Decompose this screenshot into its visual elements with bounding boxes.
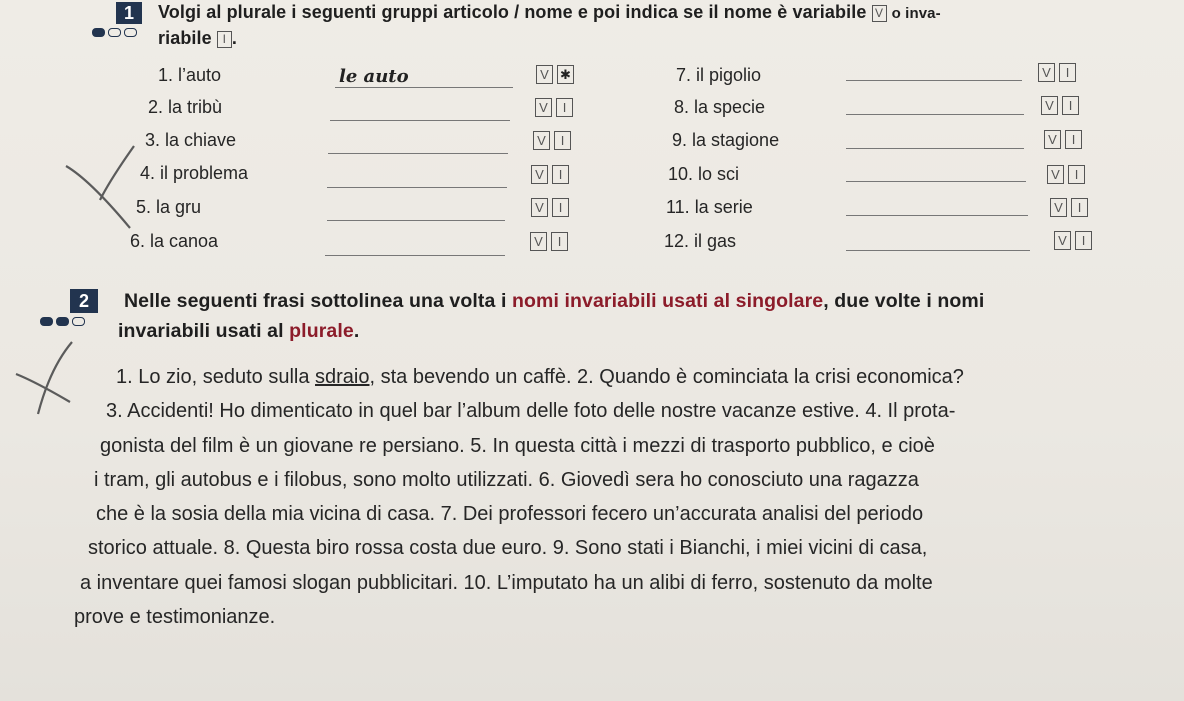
vi-checkbox-pair <box>1050 198 1088 217</box>
pencil-check-mark-icon <box>60 140 140 235</box>
difficulty-dots-2 <box>40 317 85 326</box>
vi-checkbox-pair <box>531 165 569 184</box>
list-item: 12. il gas <box>664 231 737 251</box>
vi-checkbox-pair <box>1054 231 1092 250</box>
i-checkbox[interactable]: I <box>551 232 568 251</box>
list-item: 6. la canoa <box>130 231 219 251</box>
i-checkbox[interactable]: I <box>552 198 569 217</box>
vi-checkbox-pair <box>533 131 571 150</box>
instruction-highlight: plurale <box>289 320 354 342</box>
sentence-line <box>72 497 1182 531</box>
exercise-2-sentences <box>72 360 1182 634</box>
pencil-check-mark-icon <box>10 338 80 418</box>
sentence-text: che è la sosia della mia vicina di casa. 7. Dei professori fecero un’accurata analisi del periodo <box>96 503 924 526</box>
list-item: 2. la tribù <box>148 97 223 117</box>
answer-blank[interactable] <box>846 230 1030 251</box>
v-checkbox[interactable]: V <box>1047 165 1064 184</box>
sentence-line <box>72 600 1182 634</box>
i-checkbox[interactable]: I <box>1062 96 1079 115</box>
answer-blank[interactable] <box>327 200 505 221</box>
answer-blank[interactable] <box>846 94 1024 115</box>
sentence-text: a inventare quei famosi slogan pubblicitari. 10. L’imputato ha un alibi di ferro, sostenuto da molte <box>80 571 933 594</box>
v-checkbox[interactable]: V <box>531 198 548 217</box>
list-item: 7. il pigolio <box>676 65 762 85</box>
i-checkbox[interactable]: ✱ <box>557 65 574 84</box>
v-checkbox[interactable]: V <box>1041 96 1058 115</box>
answer-blank[interactable] <box>846 161 1026 182</box>
answer-blank[interactable] <box>327 167 507 188</box>
list-item: 3. la chiave <box>145 130 237 150</box>
list-item: 10. lo sci <box>668 164 740 184</box>
i-checkbox[interactable]: I <box>1071 198 1088 217</box>
v-checkbox[interactable]: V <box>1038 63 1055 82</box>
exercise-2-instruction <box>124 290 1184 313</box>
vi-checkbox-pair <box>1047 165 1085 184</box>
difficulty-dot <box>124 28 137 37</box>
underlined-word[interactable]: sdraio <box>315 366 370 388</box>
sentence-line <box>72 463 1182 497</box>
answer-blank[interactable] <box>328 133 508 154</box>
v-checkbox[interactable]: V <box>535 98 552 117</box>
list-item: 11. la serie <box>666 197 753 217</box>
instruction-text: Nelle seguenti frasi sottolinea una volta i <box>124 290 512 312</box>
i-checkbox[interactable]: I <box>554 131 571 150</box>
v-checkbox[interactable]: V <box>1050 198 1067 217</box>
instruction-text: invariabili usati al <box>118 320 290 342</box>
list-item: 5. la gru <box>136 197 202 217</box>
difficulty-dot <box>72 317 85 326</box>
sentence-text: 3. Accidenti! Ho dimenticato in quel bar l’album delle foto delle nostre vacanze estive. 4. Il prota- <box>106 400 956 423</box>
v-checkbox[interactable]: V <box>530 232 547 251</box>
instruction-highlight: nomi invariabili usati al singolare <box>512 290 824 312</box>
instruction-text: o inva- <box>891 5 941 22</box>
instruction-text: , due volte i nomi <box>823 290 985 312</box>
i-checkbox[interactable]: I <box>556 98 573 117</box>
exercise-2-instruction-cont <box>118 320 359 343</box>
vi-checkbox-pair <box>1044 130 1082 149</box>
answer-blank[interactable] <box>846 128 1024 149</box>
sentence-text: i tram, gli autobus e i filobus, sono molto utilizzati. 6. Giovedì sera ho conosciuto una ragazza <box>94 468 919 491</box>
instruction-text: . <box>353 320 360 342</box>
handwritten-answer: le auto <box>339 66 409 87</box>
sentence-line <box>72 429 1182 463</box>
sentence-line <box>72 566 1182 600</box>
difficulty-dot <box>56 317 69 326</box>
answer-blank[interactable] <box>846 60 1022 81</box>
i-checkbox[interactable]: I <box>1059 63 1076 82</box>
vi-checkbox-pair <box>531 198 569 217</box>
sentence-text: prove e testimonianze. <box>74 606 276 629</box>
difficulty-dot <box>92 28 105 37</box>
sentence-text: storico attuale. 8. Questa biro rossa costa due euro. 9. Sono stati i Bianchi, i miei vicini di casa, <box>88 537 928 560</box>
vi-checkbox-pair <box>1041 96 1079 115</box>
vi-checkbox-pair <box>536 65 574 84</box>
difficulty-dots-1 <box>92 28 137 37</box>
variable-box-icon: V <box>872 5 887 22</box>
list-item: 9. la stagione <box>672 130 780 150</box>
vi-checkbox-pair <box>1038 63 1076 82</box>
instruction-text: . <box>231 28 237 48</box>
answer-blank[interactable] <box>330 100 510 121</box>
exercise-1-instruction-cont <box>158 28 237 49</box>
sentence-line <box>72 394 1182 428</box>
answer-blank[interactable] <box>846 195 1028 216</box>
sentence-line <box>72 531 1182 565</box>
vi-checkbox-pair <box>530 232 568 251</box>
vi-checkbox-pair <box>535 98 573 117</box>
invariable-box-icon: I <box>217 31 232 48</box>
v-checkbox[interactable]: V <box>533 131 550 150</box>
list-item: 4. il problema <box>140 163 249 183</box>
difficulty-dot <box>40 317 53 326</box>
instruction-text: Volgi al plurale i seguenti gruppi articolo / nome e poi indica se il nome è variabile <box>158 2 867 22</box>
sentence-text: 1. Lo zio, seduto sulla <box>116 366 316 388</box>
v-checkbox[interactable]: V <box>531 165 548 184</box>
sentence-text: gonista del film è un giovane re persiano. 5. In questa città i mezzi di trasporto pubblico, e cioè <box>100 434 935 457</box>
sentence-line <box>72 360 1182 394</box>
i-checkbox[interactable]: I <box>1068 165 1085 184</box>
i-checkbox[interactable]: I <box>1075 231 1092 250</box>
i-checkbox[interactable]: I <box>552 165 569 184</box>
list-item: 8. la specie <box>674 97 766 117</box>
instruction-text: riabile <box>158 28 212 48</box>
exercise-1-instruction <box>158 2 1178 23</box>
v-checkbox[interactable]: V <box>1044 130 1061 149</box>
v-checkbox[interactable]: V <box>536 65 553 84</box>
list-item: 1. l’auto <box>158 65 222 85</box>
exercise-1-number: 1 <box>116 2 142 24</box>
sentence-text: , sta bevendo un caffè. 2. Quando è cominciata la crisi economica? <box>369 366 964 388</box>
answer-blank[interactable] <box>325 235 505 256</box>
i-checkbox[interactable]: I <box>1065 130 1082 149</box>
exercise-2-number: 2 <box>70 289 98 313</box>
v-checkbox[interactable]: V <box>1054 231 1071 250</box>
difficulty-dot <box>108 28 121 37</box>
